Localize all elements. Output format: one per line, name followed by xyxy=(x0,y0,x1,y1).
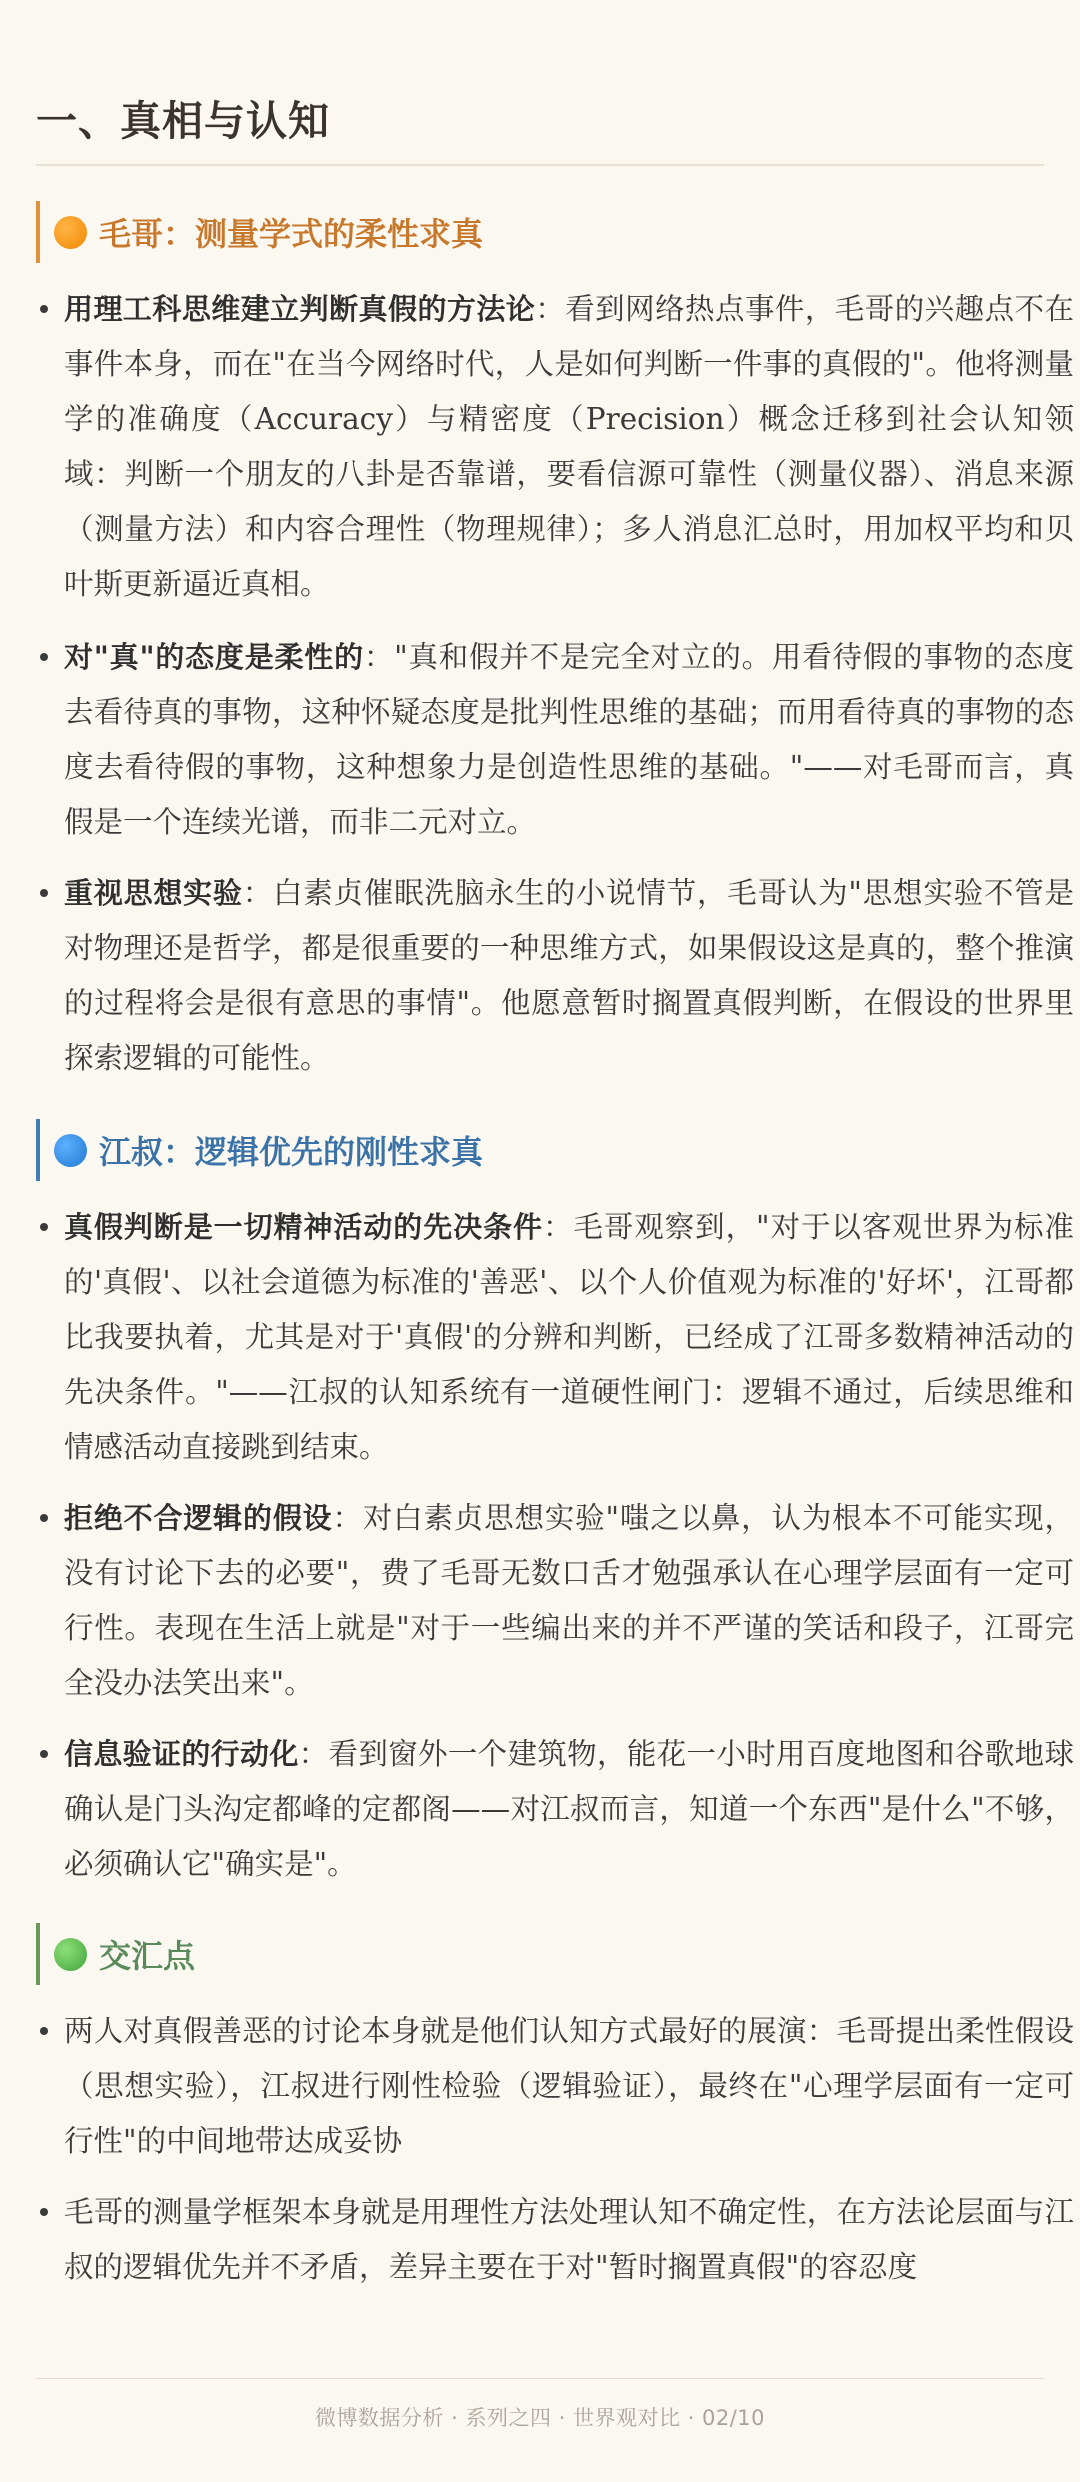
list-item-body: ：看到网络热点事件，毛哥的兴趣点不在事件本身，而在"在当今网络时代，人是如何判断一件事的真假的"。他将测量学的准确度（Accuracy）与精密度（Precision）概念迁移到社会认知领域：判断一个朋友的八卦是否靠谱，要看信源可靠性（测量仪器）、消息来源（测量方法）和内容合理性（物理规律）；多人消息汇总时，用加权平均和贝叶斯更新逼近真相。 xyxy=(64,292,1074,601)
list-item-body: ："真和假并不是完全对立的。用看待假的事物的态度去看待真的事物，这种怀疑态度是批判性思维的基础；而用看待真的事物的态度去看待假的事物，这种想象力是创造性思维的基础。"——对毛哥而言，真假是一个连续光谱，而非二元对立。 xyxy=(64,640,1074,839)
list-item xyxy=(36,630,1074,850)
list-item-lead: 信息验证的行动化 xyxy=(64,1737,299,1771)
list-item-text xyxy=(64,1200,1074,1475)
list-item-lead: 用理工科思维建立判断真假的方法论 xyxy=(64,292,536,326)
list-item xyxy=(36,2004,1074,2169)
bullet-icon xyxy=(40,1223,48,1231)
list-item xyxy=(36,866,1074,1086)
list-item-body: 毛哥的测量学框架本身就是用理性方法处理认知不确定性，在方法论层面与江叔的逻辑优先并不矛盾，差异主要在于对"暂时搁置真假"的容忍度 xyxy=(64,2195,1074,2284)
section-heading-intersection xyxy=(36,1923,195,1985)
section-heading-jiangshu xyxy=(36,1119,483,1181)
list-item-body: ：对白素贞思想实验"嗤之以鼻，认为根本不可能实现，没有讨论下去的必要"，费了毛哥无数口舌才勉强承认在心理学层面有一定可行性。表现在生活上就是"对于一些编出来的并不严谨的笑话和段子，江哥完全没办法笑出来"。 xyxy=(64,1501,1074,1700)
bullet-icon xyxy=(40,889,48,897)
bullet-icon xyxy=(40,305,48,313)
list-item-lead: 对"真"的态度是柔性的 xyxy=(64,640,364,674)
list-item-lead: 真假判断是一切精神活动的先决条件 xyxy=(64,1210,543,1244)
list-item-lead: 拒绝不合逻辑的假设 xyxy=(64,1501,333,1535)
list-item xyxy=(36,1491,1074,1711)
list-item-text xyxy=(64,282,1074,612)
list-item-text xyxy=(64,866,1074,1086)
list-item-body: ：看到窗外一个建筑物，能花一小时用百度地图和谷歌地球确认是门头沟定都峰的定都阁——对江叔而言，知道一个东西"是什么"不够，必须确认它"确实是"。 xyxy=(64,1737,1074,1881)
section-heading-text: 江叔：逻辑优先的刚性求真 xyxy=(99,1133,484,1171)
list-item-text xyxy=(64,2185,1074,2295)
list-item-text xyxy=(64,630,1074,850)
bullet-icon xyxy=(40,2027,48,2035)
list-item-body: ：毛哥观察到，"对于以客观世界为标准的'真假'、以社会道德为标准的'善恶'、以个人价值观为标准的'好坏'，江哥都比我要执着，尤其是对于'真假'的分辨和判断，已经成了江哥多数精神活动的先决条件。"——江叔的认知系统有一道硬性闸门：逻辑不通过，后续思维和情感活动直接跳到结束。 xyxy=(64,1210,1074,1464)
bullet-icon xyxy=(40,2208,48,2216)
list-item-text xyxy=(64,2004,1074,2169)
list-item xyxy=(36,1200,1074,1475)
section-heading-text: 交汇点 xyxy=(99,1937,196,1975)
list-item-text xyxy=(64,1491,1074,1711)
title-divider xyxy=(36,164,1044,166)
bullet-icon xyxy=(40,1514,48,1522)
section-heading-text: 毛哥：测量学式的柔性求真 xyxy=(99,215,484,253)
list-item-text xyxy=(64,1727,1074,1892)
blue-circle-icon xyxy=(54,1134,87,1167)
list-item-body: 两人对真假善恶的讨论本身就是他们认知方式最好的展演：毛哥提出柔性假设（思想实验），江叔进行刚性检验（逻辑验证），最终在"心理学层面有一定可行性"的中间地带达成妥协 xyxy=(64,2014,1074,2158)
list-item xyxy=(36,1727,1074,1892)
bullet-icon xyxy=(40,653,48,661)
section-heading-maoge xyxy=(36,201,483,263)
list-item-lead: 重视思想实验 xyxy=(64,876,243,910)
list-item-body: ：白素贞催眠洗脑永生的小说情节，毛哥认为"思想实验不管是对物理还是哲学，都是很重要的一种思维方式，如果假设这是真的，整个推演的过程将会是很有意思的事情"。他愿意暂时搁置真假判断，在假设的世界里探索逻辑的可能性。 xyxy=(64,876,1074,1075)
footer-caption: 微博数据分析 · 系列之四 · 世界观对比 · 02/10 xyxy=(314,2406,766,2430)
footer-divider xyxy=(36,2378,1044,2379)
page-title: 一、真相与认知 xyxy=(36,97,330,145)
list-item xyxy=(36,2185,1074,2295)
bullet-icon xyxy=(40,1750,48,1758)
orange-circle-icon xyxy=(54,216,87,249)
green-circle-icon xyxy=(54,1938,87,1971)
list-item xyxy=(36,282,1074,612)
